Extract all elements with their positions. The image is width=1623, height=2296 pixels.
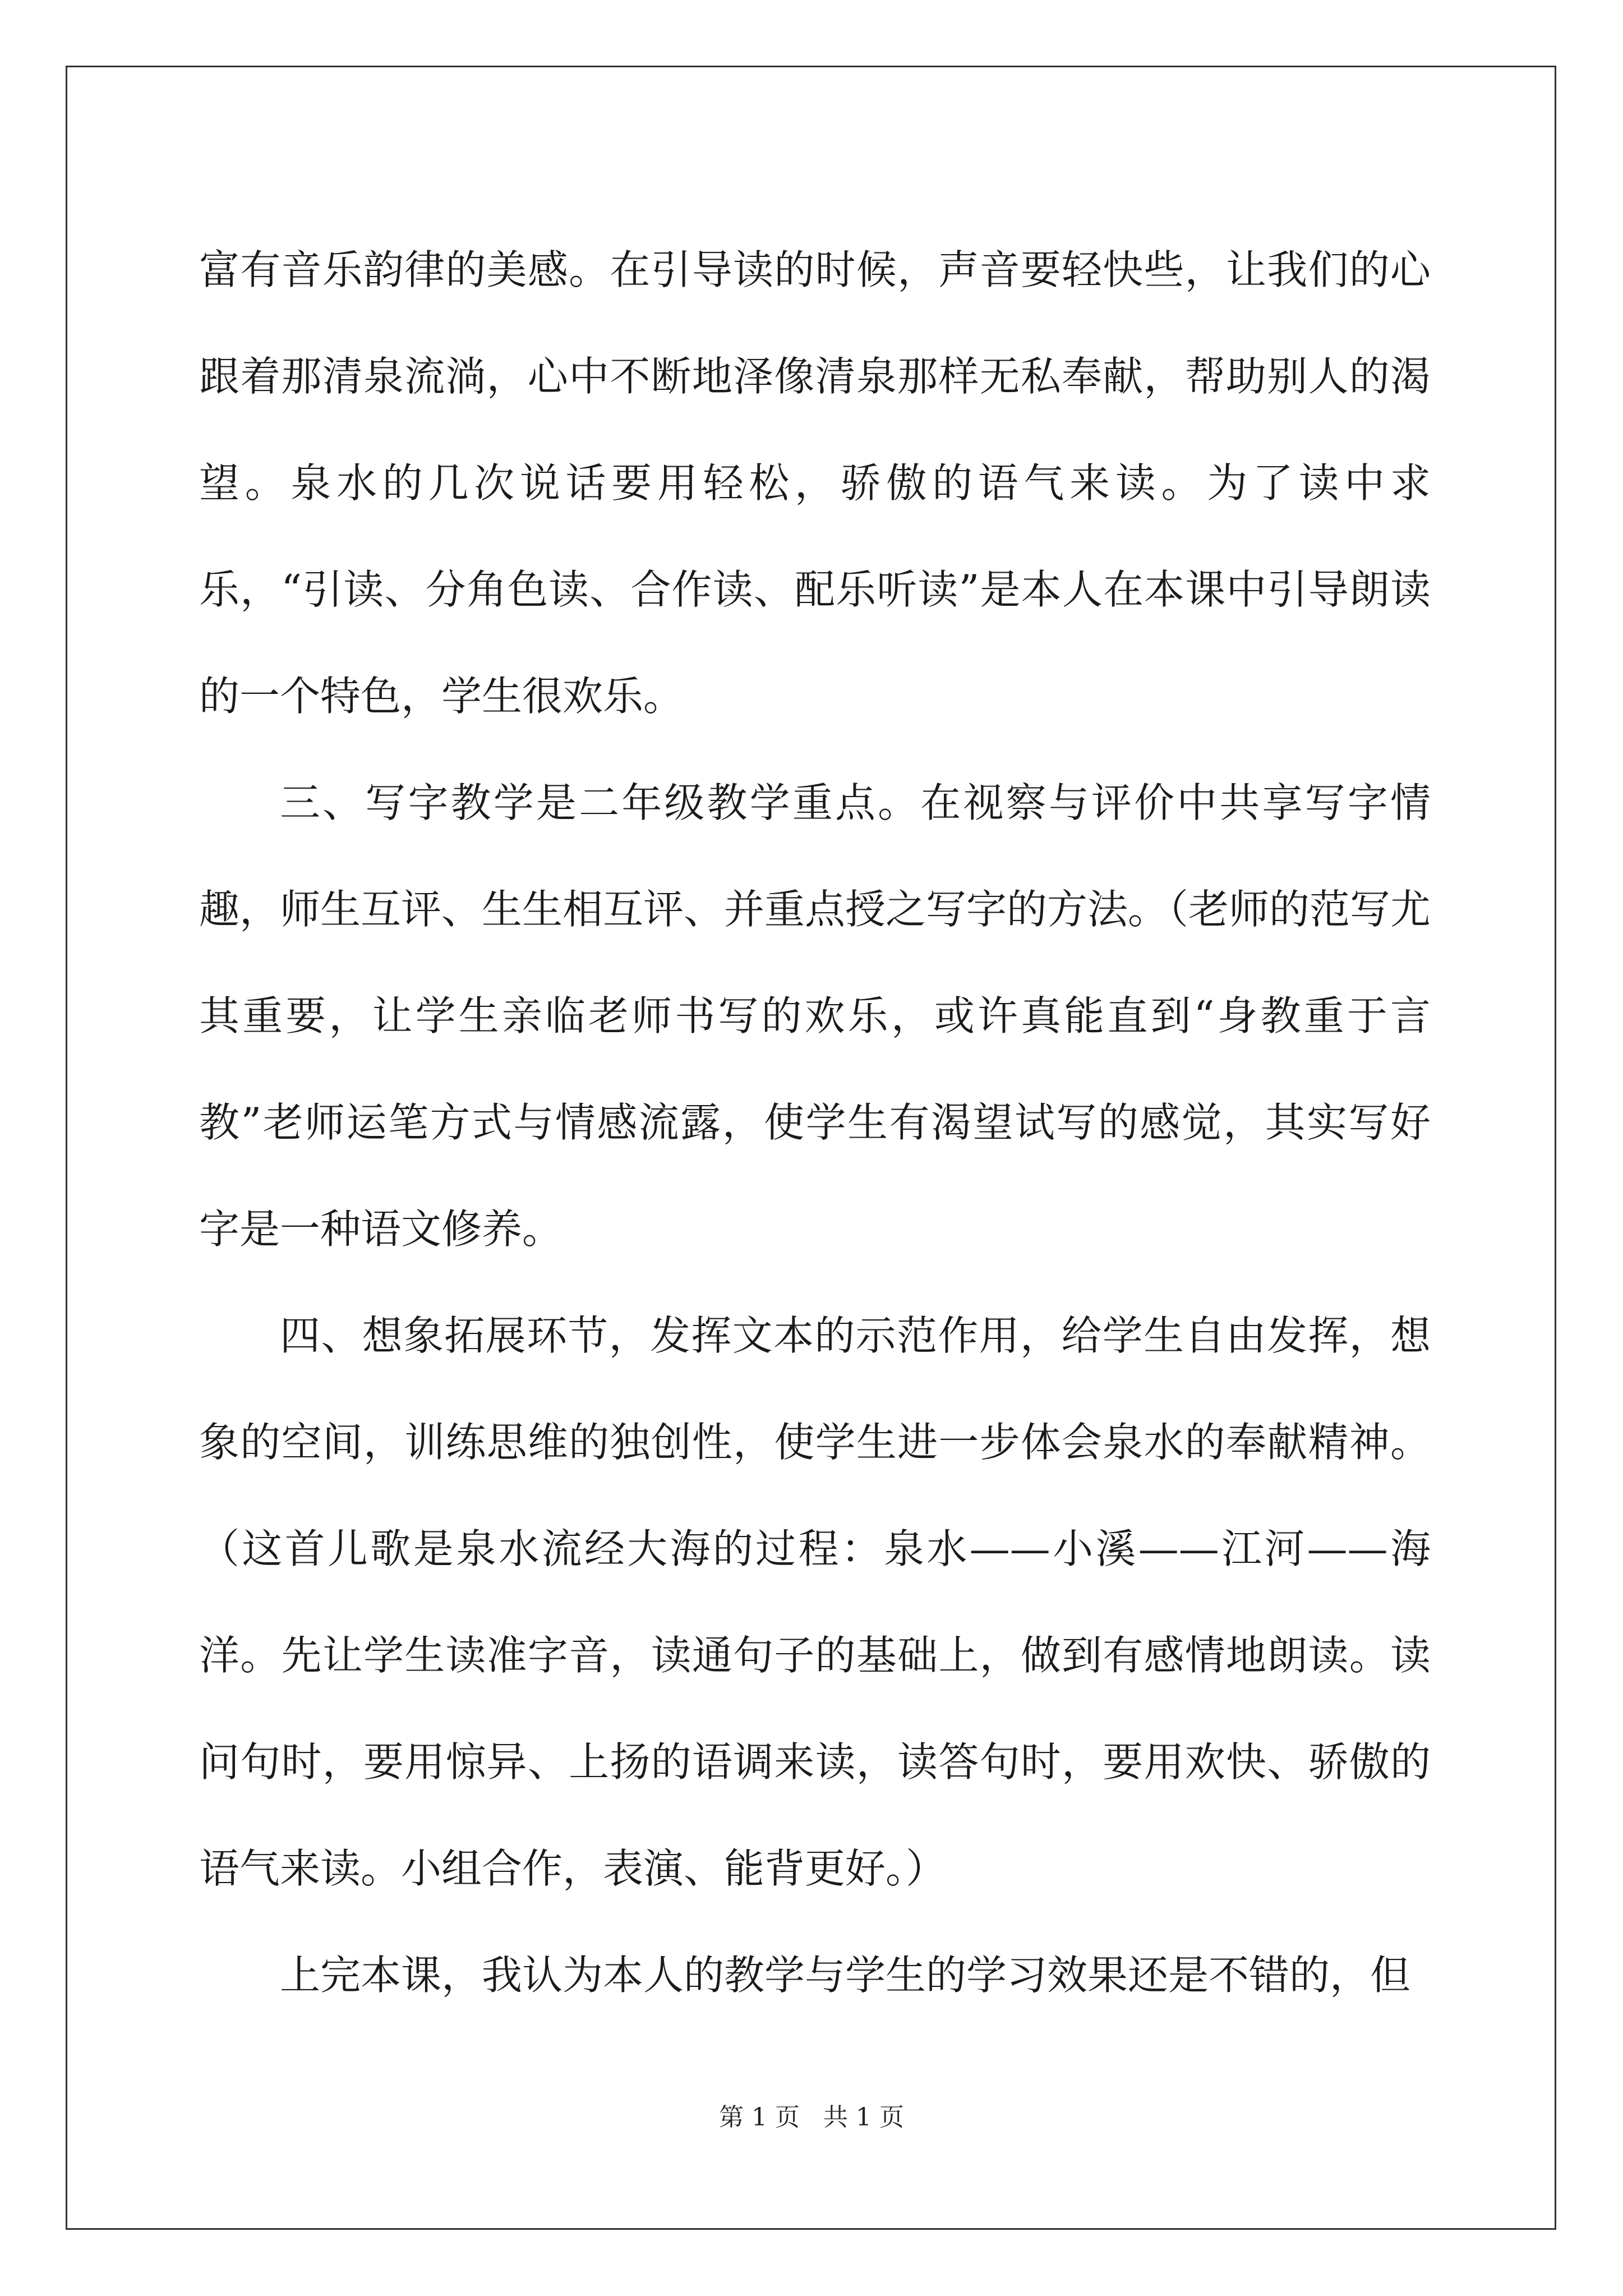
page-number-label: 第 1 页 共 1 页: [719, 2103, 904, 2132]
paragraph-4: 上完本课，我认为本人的教学与学生的学习效果还是不错的，但: [280, 1952, 1411, 1999]
document-body: [199, 217, 1431, 2028]
paragraph-1: 富有音乐韵律的美感。在引导读的时候，声音要轻快些，让我们的心跟着那清泉流淌，心中不断地泽像清泉那样无私奉献，帮助别人的渴望。泉水的几次说话要用轻松，骄傲的语气来读。为了读中求乐，“引读、分角色读、合作读、配乐听读”是本人在本课中引导朗读的一个特色，学生很欢乐。: [199, 246, 1431, 720]
page-footer: [0, 2097, 1623, 2133]
paragraph-3: 四、想象拓展环节，发挥文本的示范作用，给学生自由发挥，想象的空间，训练思维的独创性，使学生进一步体会泉水的奉献精神。（这首儿歌是泉水流经大海的过程：泉水——小溪——江河——海洋。先让学生读准字音，读通句子的基础上，做到有感情地朗读。读问句时，要用惊异、上扬的语调来读，读答句时，要用欢快、骄傲的语气来读。小组合作，表演、能背更好。）: [199, 1312, 1431, 1892]
paragraph-2: 三、写字教学是二年级教学重点。在视察与评价中共享写字情趣，师生互评、生生相互评、并重点授之写字的方法。（老师的范写尤其重要，让学生亲临老师书写的欢乐，或许真能直到“身教重于言教”老师运笔方式与情感流露，使学生有渴望试写的感觉，其实写好字是一种语文修养。: [199, 779, 1431, 1253]
